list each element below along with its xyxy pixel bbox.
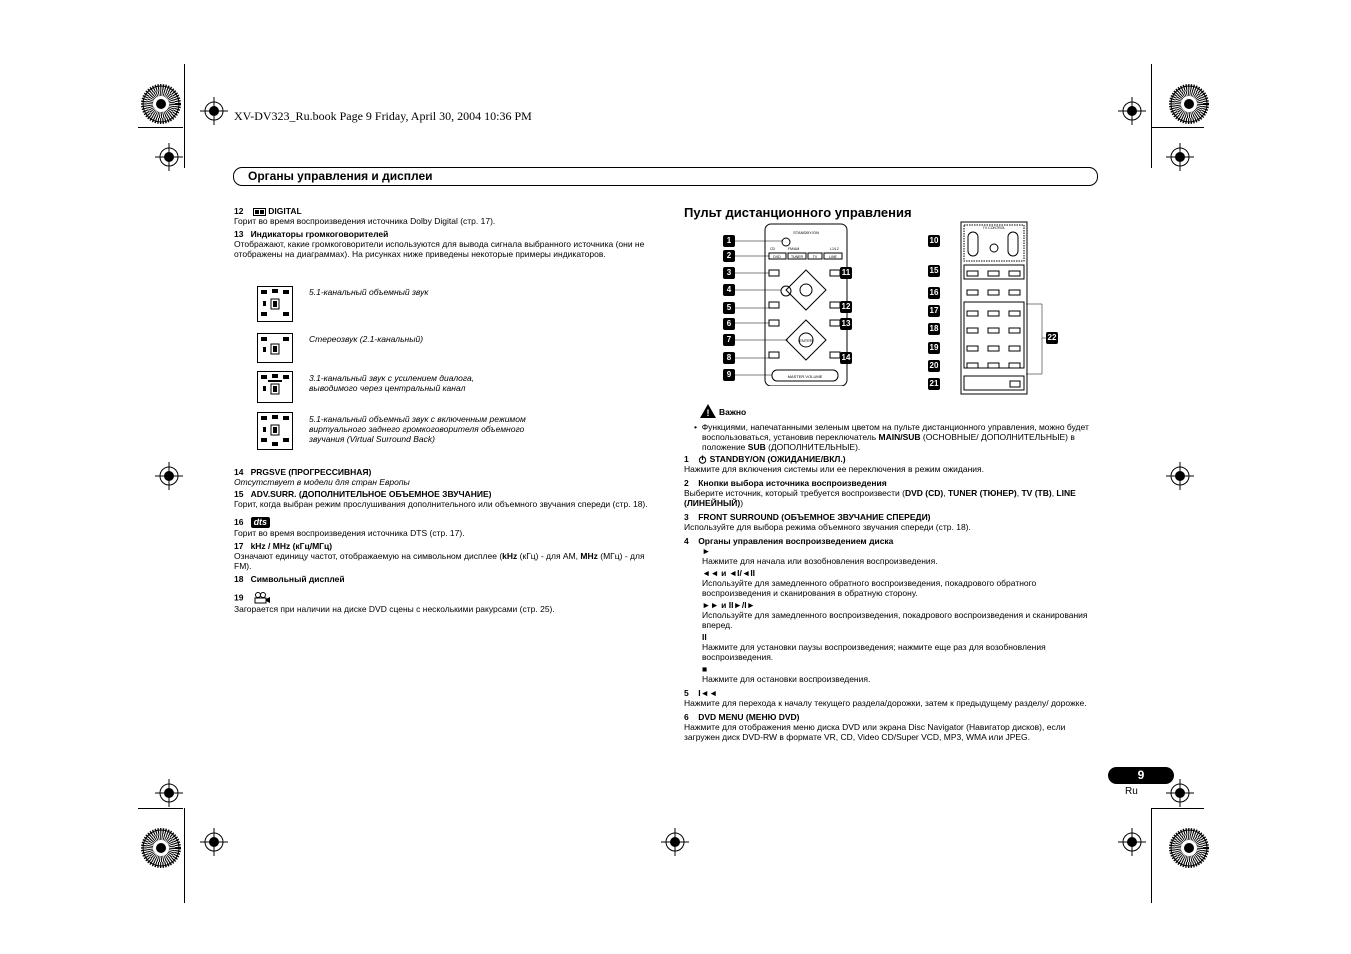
callout-16: 16 (929, 288, 939, 297)
item-17-heading: 17 kHz / MHz (кГц/МГц) (234, 541, 333, 552)
item-12-heading: 12 DIGITAL (234, 206, 302, 216)
callout-14: 14 (841, 353, 851, 362)
item-3-heading: 3 FRONT SURROUND (ОБЪЕМНОЕ ЗВУЧАНИЕ СПЕРЕДИ) (684, 512, 931, 523)
item-16-heading: 16 dts (234, 517, 649, 528)
callout-12: 12 (841, 302, 851, 311)
item-1-heading: 1 STANDBY/ON (ОЖИДАНИЕ/ВКЛ.) (684, 454, 846, 464)
item-19-heading: 19 (234, 592, 649, 604)
callout-3: 3 (723, 267, 735, 279)
callout-10: 10 (929, 236, 939, 245)
star-target-tl (143, 86, 179, 122)
svg-text:MASTER VOLUME: MASTER VOLUME (787, 374, 823, 379)
svg-text:CD: CD (770, 247, 776, 251)
svg-text:!: ! (706, 408, 710, 418)
play-text: Нажмите для начала или возобновления воспроизведения. (702, 556, 938, 567)
left-column (234, 206, 649, 259)
speaker-indicator-31 (257, 371, 293, 403)
speaker-indicator-21 (257, 333, 293, 363)
svg-text:TV CONTROL: TV CONTROL (982, 226, 1006, 230)
callout-9: 9 (723, 369, 735, 381)
left-column-lower (234, 467, 649, 614)
item-14-text: Отсутствует в модели для стран Европы (234, 477, 410, 487)
remote-diagram (720, 222, 860, 386)
stop-text: Нажмите для остановки воспроизведения. (702, 674, 871, 685)
play-symbol: ► (702, 546, 711, 557)
svg-text:ENTER: ENTER (799, 338, 813, 343)
svg-text:L1/L2: L1/L2 (830, 247, 839, 251)
callout-15: 15 (929, 266, 939, 275)
item-2-heading: 2 Кнопки выбора источника воспроизведения (684, 478, 887, 489)
item-4-heading: 4 Органы управления воспроизведением диска (684, 536, 894, 547)
speaker-indicator-51 (257, 286, 293, 322)
remote-title: Пульт дистанционного управления (684, 205, 912, 220)
svg-text:TUNER: TUNER (790, 255, 804, 259)
svg-text:FM/AM: FM/AM (788, 247, 800, 251)
item-3-text: Используйте для выбора режима объемного звучания спереди (стр. 18). (684, 522, 971, 533)
important-text: • Функциями, напечатанными зеленым цветом на пульте дистанционного управления, можно будет воспользоваться, установив переключатель MAIN/SUB (ОСНОВНЫЕ/ ДОПОЛНИТЕЛЬНЫЕ) в положение SUB (ДОПОЛНИТЕЛЬНЫЕ). (694, 422, 1089, 452)
callout-7: 7 (723, 334, 735, 346)
callout-8: 8 (723, 352, 735, 364)
callout-11: 11 (841, 268, 851, 277)
forward-symbol: ►► и II►/I► (702, 600, 756, 611)
svg-text:TV: TV (812, 255, 818, 259)
callout-19: 19 (929, 343, 939, 352)
star-target-bl (143, 830, 179, 866)
callout-4: 4 (723, 284, 735, 296)
star-target-br (1171, 830, 1207, 866)
forward-text: Используйте для замедленного воспроизведения, покадрового воспроизведения и сканирования вперед. (702, 610, 1088, 631)
callout-18: 18 (929, 324, 939, 333)
warning-icon (699, 403, 717, 419)
callout-6: 6 (723, 318, 735, 330)
item-5-heading: 5 I◄◄ (684, 688, 718, 699)
stop-symbol: ■ (702, 664, 708, 675)
pause-symbol: II (702, 632, 707, 643)
section-title-bar (233, 167, 1098, 186)
item-15-heading: 15 ADV.SURR. (ДОПОЛНИТЕЛЬНОЕ ОБЪЕМНОЕ ЗВУЧАНИЕ) (234, 489, 492, 499)
pause-text: Нажмите для установки паузы воспроизведения; нажмите еще раз для возобновления воспроизведения. (702, 642, 1046, 663)
callout-2: 2 (723, 250, 735, 262)
reverse-text: Используйте для замедленного обратного воспроизведения, покадрового обратного воспроизведения и сканирования в обратную сторону. (702, 578, 1037, 599)
callout-1: 1 (723, 235, 735, 247)
page-number: 9 (1108, 767, 1174, 784)
item-5-text: Нажмите для перехода к началу текущего раздела/дорожки, затем к предыдущему разделу/ дорожке. (684, 698, 1087, 709)
dolby-dd-icon (253, 208, 266, 216)
angle-camera-icon (253, 592, 271, 604)
remote-lower-panel (940, 220, 1060, 396)
speaker-label-1: 5.1-канальный объемный звук (309, 287, 429, 297)
item-2-text: Выберите источник, который требуется воспроизвести (DVD (CD), TUNER (ТЮНЕР), TV (ТВ), LINE (ЛИНЕЙНЫЙ)) (684, 488, 1076, 509)
svg-text:STANDBY/ON: STANDBY/ON (793, 230, 819, 235)
callout-21: 21 (929, 379, 939, 388)
right-column (684, 422, 1099, 742)
item-13-heading: 13 Индикаторы громкоговорителей (234, 229, 389, 239)
reverse-symbol: ◄◄ и ◄I/◄II (702, 568, 756, 579)
speaker-label-3: 3.1-канальный звук с усилением диалога, выводимого через центральный канал (309, 373, 475, 393)
language-code: Ru (1125, 786, 1138, 797)
item-13-text: Отображают, какие громкоговорители используются для вывода сигнала выбранного источника (они не отображены на диаграммах). На рисунках ниже приведены некоторые примеры индикаторов. (234, 239, 645, 259)
speaker-label-2: Стереозвук (2.1-канальный) (309, 334, 424, 344)
item-15-text: Горит, когда выбран режим прослушивания дополнительного или объемного звучания спереди (стр. 18). (234, 499, 648, 509)
dts-logo: dts (251, 517, 271, 528)
item-19-text: Загорается при наличии на диске DVD сцены с несколькими ракурсами (стр. 25). (234, 604, 555, 615)
item-14-heading: 14 PRGSVE (ПРОГРЕССИВНАЯ) (234, 467, 372, 477)
star-target-tr (1171, 86, 1207, 122)
callout-20: 20 (929, 361, 939, 370)
book-line: XV-DV323_Ru.book Page 9 Friday, April 30, 2004 10:36 PM (234, 109, 532, 123)
speaker-indicator-vsb (257, 412, 293, 450)
callout-13: 13 (841, 319, 851, 328)
item-6-heading: 6 DVD MENU (МЕНЮ DVD) (684, 712, 800, 723)
item-12-text: Горит во время воспроизведения источника Dolby Digital (стр. 17). (234, 216, 496, 226)
callout-17: 17 (929, 306, 939, 315)
item-17-text: Означают единицу частот, отображаемую на символьном дисплее (kHz (кГц) - для AM, MHz (МГц) - для FM). (234, 551, 645, 572)
section-title: Органы управления и дисплеи (248, 169, 433, 183)
callout-5: 5 (723, 302, 735, 314)
item-1-text: Нажмите для включения системы или ее переключения в режим ожидания. (684, 464, 985, 475)
item-16-text: Горит во время воспроизведения источника DTS (стр. 17). (234, 528, 465, 539)
svg-text:DVD: DVD (773, 255, 781, 259)
power-icon (698, 455, 707, 464)
svg-text:LINE: LINE (829, 255, 837, 259)
important-label: Важно (719, 407, 747, 417)
item-4-controls (684, 546, 1099, 684)
speaker-label-4: 5.1-канальный объемный звук с включенным режимом виртуального заднего громкоговорителя объемного звучания (Virtual Surround Back) (309, 414, 526, 444)
callout-22: 22 (1047, 333, 1057, 342)
item-18-heading: 18 Символьный дисплей (234, 574, 345, 585)
item-6-text: Нажмите для отображения меню диска DVD или экрана Disc Navigator (Навигатор дисков), если загружен диск DVD-RW в формате VR, CD, Video CD/Super VCD, MP3, WMA или JPEG. (684, 722, 1066, 743)
